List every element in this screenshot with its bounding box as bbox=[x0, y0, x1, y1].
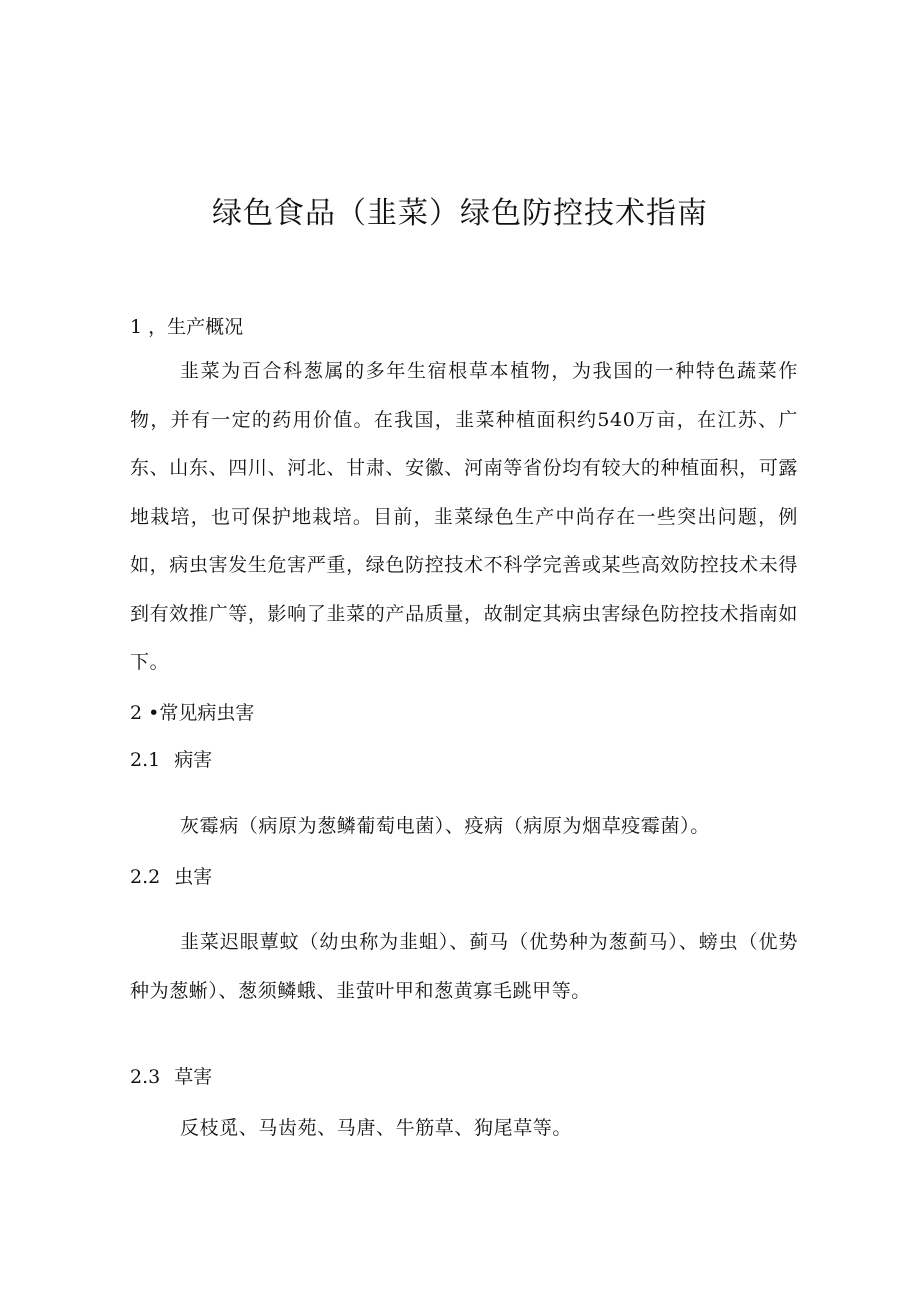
section-heading-1: 1 ，生产概况 bbox=[130, 316, 244, 338]
subsection-label: 病害 bbox=[174, 749, 213, 771]
subsection-heading-2-2 bbox=[130, 862, 212, 892]
subsection-heading-2-3 bbox=[130, 1062, 212, 1092]
subsection-heading-2-1 bbox=[130, 745, 212, 775]
subsection-body-2-1: 灰霉病（病原为葱鳞葡萄电菌）、疫病（病原为烟草疫霉菌）。 bbox=[180, 815, 710, 837]
subsection-body-2-3: 反枝觅、马齿苑、马唐、牛筋草、狗尾草等。 bbox=[180, 1117, 573, 1139]
document-title: 绿色食品（韭菜）绿色防控技术指南 bbox=[212, 196, 708, 231]
subsection-number: 2.3 bbox=[130, 1066, 161, 1088]
subsection-label: 虫害 bbox=[174, 866, 213, 888]
section-heading-2: 2 •常见病虫害 bbox=[130, 702, 255, 724]
subsection-number: 2.1 bbox=[130, 749, 161, 771]
section-body-1: 韭菜为百合科葱属的多年生宿根草本植物，为我国的一种特色蔬菜作物，并有一定的药用价值。在我国，韭菜种植面积约540万亩，在江苏、广东、山东、四川、河北、甘肃、安徽、河南等省份均有较大的种植面积，可露地栽培，也可保护地栽培。目前，韭菜绿色生产中尚存在一些突出问题，例如，病虫害发生危害严重，绿色防控技术不科学完善或某些高效防控技术未得到有效推广等，影响了韭菜的产品质量，故制定其病虫害绿色防控技术指南如下。 bbox=[130, 360, 798, 673]
subsection-number: 2.2 bbox=[130, 866, 161, 888]
subsection-label: 草害 bbox=[174, 1066, 213, 1088]
subsection-body-2-2: 韭菜迟眼蕈蚊（幼虫称为韭蛆）、蓟马（优势种为葱蓟马）、螃虫（优势种为葱蜥）、葱须鳞蛾、韭萤叶甲和葱黄寡毛跳甲等。 bbox=[130, 931, 798, 1002]
